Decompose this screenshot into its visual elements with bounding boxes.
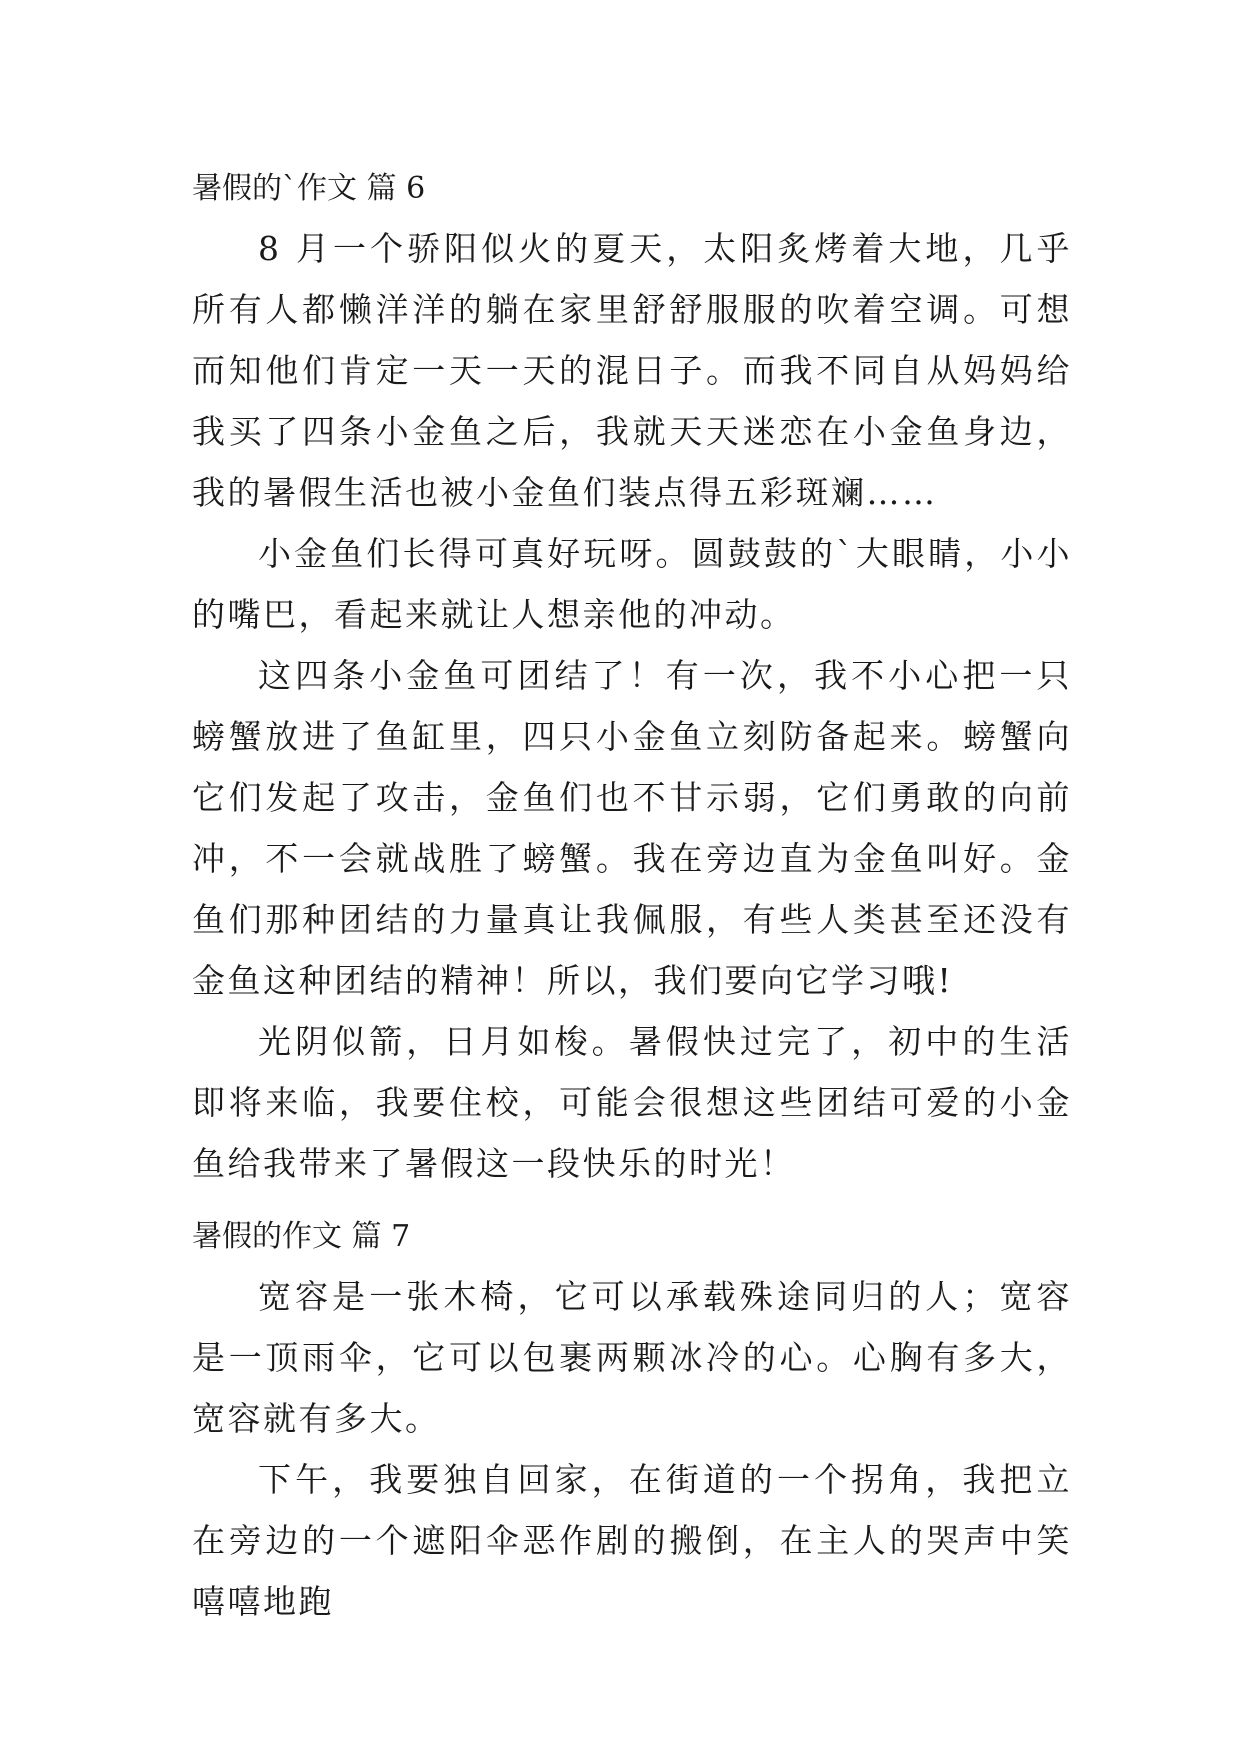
essay-heading: 暑假的作文 篇 7 [192,1219,411,1254]
paragraph: 宽容是一张木椅，它可以承载殊途同归的人；宽容是一顶雨伞，它可以包裹两颗冰冷的心。心胸有多大，宽容就有多大。 [192,1277,1072,1438]
essay-heading: 暑假的`作文 篇 6 [192,171,426,206]
paragraph: 这四条小金鱼可团结了！有一次，我不小心把一只螃蟹放进了鱼缸里，四只小金鱼立刻防备起来。螃蟹向它们发起了攻击，金鱼们也不甘示弱，它们勇敢的向前冲，不一会就战胜了螃蟹。我在旁边直为金鱼叫好。金鱼们那种团结的力量真让我佩服，有些人类甚至还没有金鱼这种团结的精神！所以，我们要向它学习哦! [192,656,1072,1000]
essay-section-7 [192,1208,1072,1632]
paragraph: 8 月一个骄阳似火的夏天，太阳炙烤着大地，几乎所有人都懒洋洋的躺在家里舒舒服服的吹着空调。可想而知他们肯定一天一天的混日子。而我不同自从妈妈给我买了四条小金鱼之后，我就天天迷恋在小金鱼身边，我的暑假生活也被小金鱼们装点得五彩斑斓…… [192,229,1072,512]
essay-section-6 [192,160,1072,1194]
paragraph: 小金鱼们长得可真好玩呀。圆鼓鼓的`大眼睛，小小的嘴巴，看起来就让人想亲他的冲动。 [192,534,1072,634]
paragraph: 光阴似箭，日月如梭。暑假快过完了，初中的生活即将来临，我要住校，可能会很想这些团结可爱的小金鱼给我带来了暑假这一段快乐的时光！ [192,1022,1072,1183]
paragraph: 下午，我要独自回家，在街道的一个拐角，我把立在旁边的一个遮阳伞恶作剧的搬倒，在主人的哭声中笑嘻嘻地跑 [192,1460,1072,1621]
